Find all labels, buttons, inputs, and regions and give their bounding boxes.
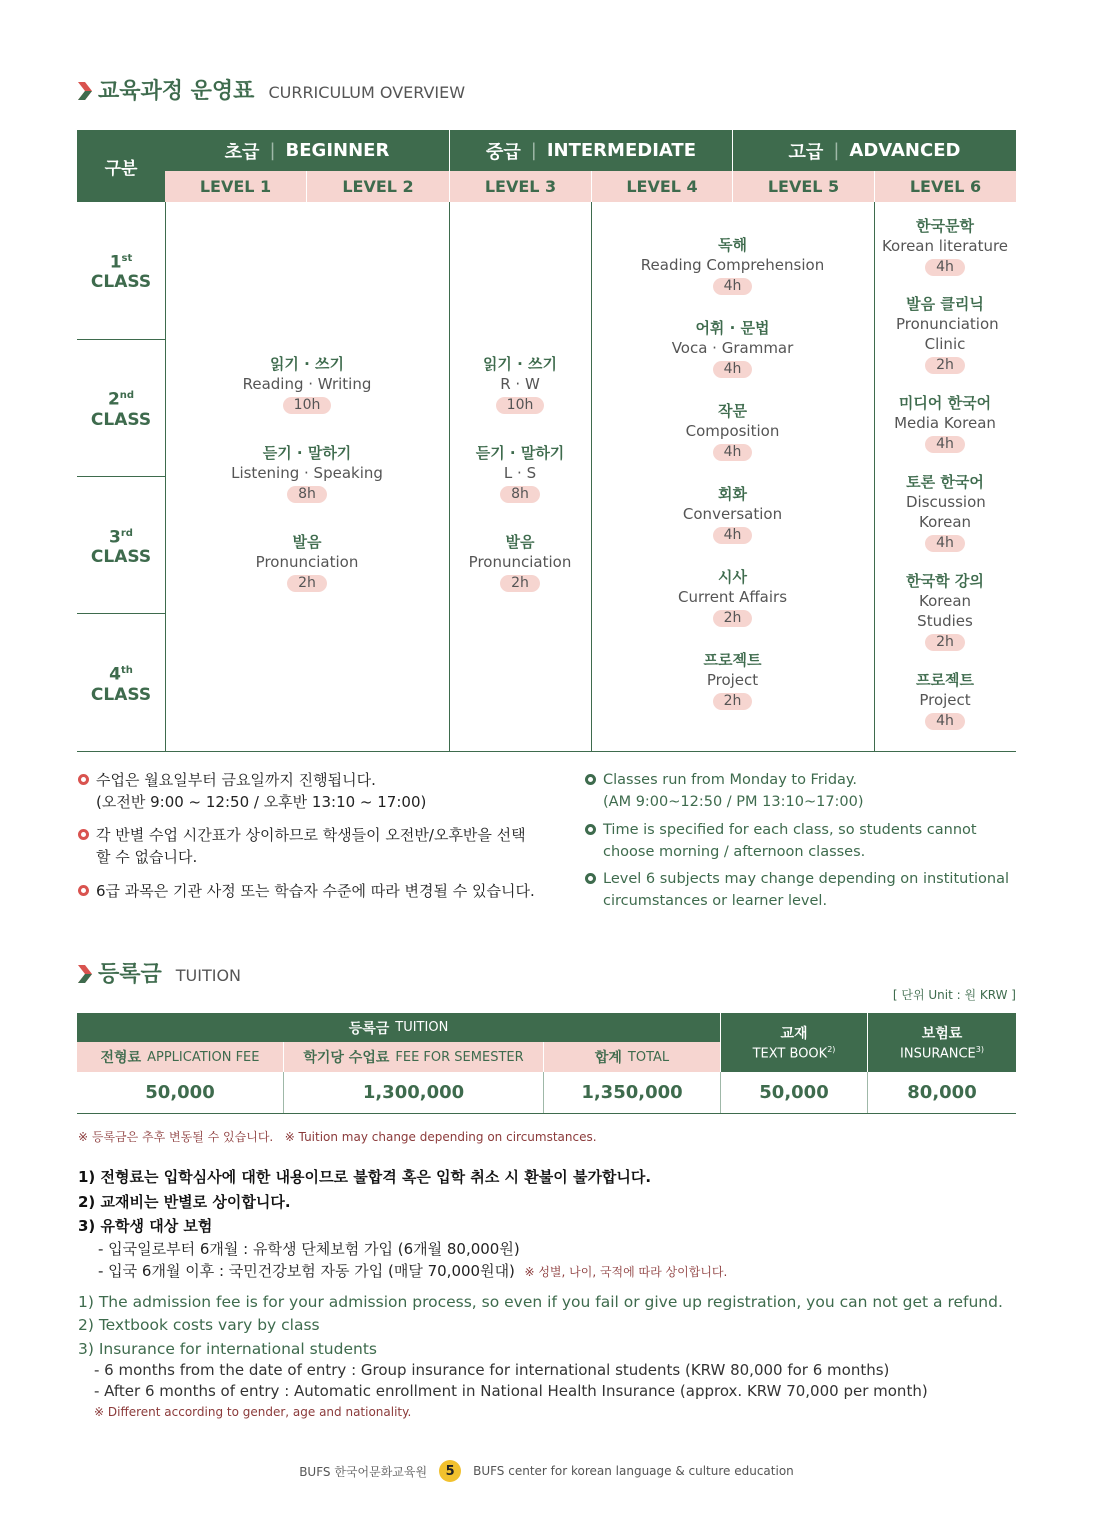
footnote-en-3: 3) Insurance for international students [78,1340,377,1358]
note-en-2: Time is specified for each class, so students cannot choose morning / afternoon classes. [585,819,1020,863]
level-header: LEVEL 6 [875,171,1016,202]
subject-block: 미디어 한국어 Media Korean 4h [894,394,996,452]
bullet-icon [585,873,596,884]
footer-left: BUFS 한국어문화교육원 [299,1464,428,1479]
chevron-right-icon [78,965,92,983]
level-header: LEVEL 5 [733,171,874,202]
chevron-right-icon [78,82,92,100]
subject-block: 발음 Pronunciation 2h [468,533,572,591]
textbook-header: 교재 TEXT BOOK$^{2)}$ [721,1013,867,1072]
bullet-icon [78,774,89,785]
subject-block: 프로젝트 Project 2h [703,651,762,709]
level-header: LEVEL 4 [592,171,732,202]
footnote-ko-3b: - 입국 6개월 이후 : 국민건강보험 자동 가입 (매달 70,000원대) ※ 성별, 나이, 국적에 따라 상이합니다. [98,1262,728,1280]
bullet-icon [78,829,89,840]
subject-block: 작문 Composition 4h [685,402,780,460]
note-ko-1: 수업은 월요일부터 금요일까지 진행됩니다. (오전반 9:00 ~ 12:50 / 오후반 13:10 ~ 17:00) [78,769,558,813]
note-ko-2: 각 반별 수업 시간표가 상이하므로 학생들이 오전반/오후반을 선택 할 수 없습니다. [78,824,558,868]
group-label-en: INTERMEDIATE [546,140,696,161]
group-intermediate: 중급 | INTERMEDIATE [450,130,732,171]
subject-block: 시사 Current Affairs 2h [677,568,788,626]
subject-block: 회화 Conversation 4h [682,485,783,543]
curriculum-section-title [78,74,465,105]
application-fee-header: 전형료 APPLICATION FEE [77,1042,283,1072]
unit-label: [ 단위 Unit : 원 KRW ] [892,988,1016,1002]
note-en-1: Classes run from Monday to Friday. (AM 9:00~12:50 / PM 13:10~17:00) [585,769,1020,813]
bullet-icon [78,885,89,896]
page-footer [0,1460,1093,1482]
subject-block: 어휘 · 문법 Voca · Grammar 4h [671,319,794,377]
class-label-2: 2nd CLASS [90,389,152,430]
insurance-value: 80,000 [907,1082,977,1103]
total-value: 1,350,000 [581,1082,683,1103]
group-label-en: BEGINNER [285,140,390,161]
group-label-ko: 초급 [224,141,260,163]
footnote-ko-2: 2) 교재비는 반별로 상이합니다. [78,1193,291,1211]
footnote-ko-3a: - 입국일로부터 6개월 : 유학생 단체보험 가입 (6개월 80,000원) [98,1240,520,1258]
note-ko-3: 6급 과목은 기관 사정 또는 학습자 수준에 따라 변경될 수 있습니다. [78,880,558,902]
group-beginner: 초급 | BEGINNER [165,130,449,171]
subject-block: 프로젝트 Project 4h [916,671,974,729]
subject-block: 읽기 · 쓰기 Reading · Writing 10h [242,355,372,413]
level-header: LEVEL 1 [165,171,306,202]
subject-block: 읽기 · 쓰기 R · W 10h [482,355,558,413]
level6-subjects [874,202,1016,752]
table-corner: 구분 [77,130,165,202]
semester-fee-value: 1,300,000 [362,1082,465,1103]
subject-block: 토론 한국어 Discussion Korean 4h [906,473,986,551]
note-en-3: Level 6 subjects may change depending on institutional circumstances or learner level. [585,868,1020,912]
application-fee-value: 50,000 [145,1082,215,1103]
tuition-table [77,1013,1016,1114]
level4-5-subjects [591,202,874,752]
group-label-ko: 고급 [788,141,824,163]
curriculum-title-en: CURRICULUM OVERVIEW [268,83,466,102]
tuition-title-en: TUITION [175,966,242,985]
footnote-en-2: 2) Textbook costs vary by class [78,1316,320,1334]
footnote-ko-3: 3) 유학생 대상 보험 [78,1217,213,1235]
subject-block: 발음 클리닉 Pronunciation Clinic 2h [896,295,999,373]
group-label-ko: 중급 [485,141,521,163]
bullet-icon [585,824,596,835]
subject-block: 발음 Pronunciation 2h [255,533,359,591]
level3-subjects [449,202,591,752]
insurance-header: 보험료 INSURANCE$^{3)}$ [868,1013,1016,1072]
group-label-en: ADVANCED [849,140,961,161]
curriculum-title-ko: 교육과정 운영표 [98,79,255,104]
tuition-group-header: 등록금 TUITION [77,1013,720,1042]
semester-fee-header: 학기당 수업료 FEE FOR SEMESTER [284,1042,543,1072]
tuition-remark: ※ 등록금은 추후 변동될 수 있습니다. ※ Tuition may change depending on circumstances. [78,1130,597,1144]
footnote-ko-1: 1) 전형료는 입학심사에 대한 내용이므로 불합격 혹은 입학 취소 시 환불이 불가합니다. [78,1168,652,1186]
total-header: 합계 TOTAL [544,1042,720,1072]
footnote-en-3b: - After 6 months of entry : Automatic enrollment in National Health Insurance (approx. KRW 70,000 per month) [94,1382,928,1400]
textbook-value: 50,000 [759,1082,829,1103]
level-header: LEVEL 2 [307,171,449,202]
subject-block: 한국문학 Korean literature 4h [881,217,1009,275]
tuition-section-title [78,957,241,988]
footnote-en-3a: - 6 months from the date of entry : Group insurance for international students (KRW 80,000 for 6 months) [94,1361,890,1379]
subject-block: 듣기 · 말하기 L · S 8h [475,444,565,502]
footnote-en-remark: ※ Different according to gender, age and nationality. [94,1405,412,1419]
page-number: 5 [439,1460,461,1482]
footer-right: BUFS center for korean language & culture education [473,1464,794,1478]
subject-block: 한국학 강의 Korean Studies 2h [906,572,984,650]
class-label-4: 4th CLASS [90,664,152,705]
subject-block: 듣기 · 말하기 Listening · Speaking 8h [231,444,383,502]
tuition-title-ko: 등록금 [98,962,162,987]
level-header: LEVEL 3 [450,171,591,202]
subject-block: 독해 Reading Comprehension 4h [640,236,825,294]
group-advanced: 고급 | ADVANCED [733,130,1016,171]
class-label-3: 3rd CLASS [90,527,152,568]
beginner-subjects [165,202,449,752]
class-label-1: 1st CLASS [90,252,152,293]
bullet-icon [585,774,596,785]
footnote-en-1: 1) The admission fee is for your admission process, so even if you fail or give up registration, you can not get a refund. [78,1293,1003,1311]
curriculum-table [77,130,1016,752]
